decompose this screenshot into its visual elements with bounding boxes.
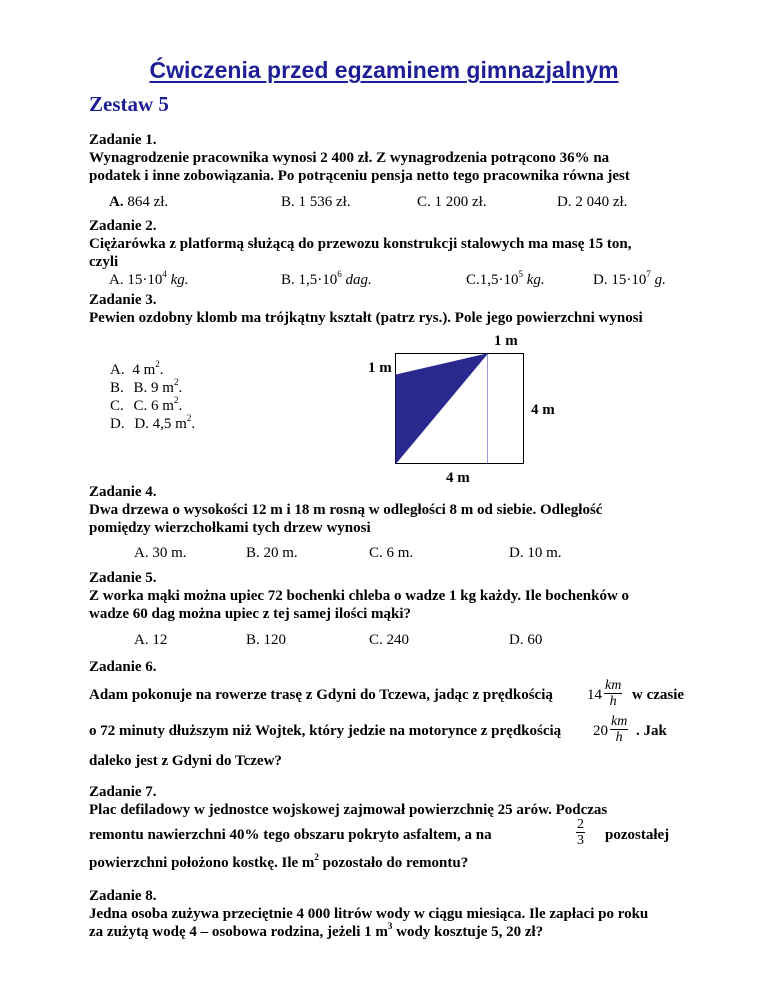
task6-unit1-num: km bbox=[605, 678, 622, 693]
task2-option-d bbox=[593, 269, 666, 289]
task3-diagram bbox=[395, 353, 525, 465]
task3-option-b-sup: 2 bbox=[173, 377, 179, 387]
task3-option-d-letter: D. bbox=[110, 416, 125, 432]
task6-unit2-den: h bbox=[615, 730, 623, 745]
diagram-triangle bbox=[396, 354, 487, 463]
task4-option-c: C. 6 m. bbox=[369, 545, 414, 561]
task4-option-d: D. 10 m. bbox=[509, 545, 562, 561]
set-title: Zestaw 5 bbox=[89, 92, 169, 116]
task1-text-line2: podatek i inne zobowiązania. Po potrąceniu pensja netto tego pracownika równa jest bbox=[89, 168, 630, 184]
task3-option-a-sup: 2 bbox=[155, 359, 160, 369]
task8-text-line2-end: wody kosztuje 5, 20 zł? bbox=[392, 924, 544, 940]
task6-text-line3: daleko jest z Gdyni do Tczew? bbox=[89, 753, 282, 769]
task2-option-a-base: A. 15·10 bbox=[109, 272, 163, 288]
task5-option-d: D. 60 bbox=[509, 632, 543, 648]
diagram-label-top: 1 m bbox=[494, 333, 518, 349]
task7-fraction-den: 3 bbox=[577, 833, 584, 848]
task5-header: Zadanie 5. bbox=[89, 570, 157, 586]
task6-speed2: 20 bbox=[593, 723, 608, 739]
task2-option-b-exp: 6 bbox=[337, 269, 342, 279]
task1-option-c: C. 1 200 zł. bbox=[417, 194, 487, 210]
task8-text-line2-exp: 3 bbox=[387, 921, 393, 931]
task5-option-a: A. 12 bbox=[134, 632, 168, 648]
task5-text-line2: wadze 60 dag można upiec z tej samej ilości mąki? bbox=[89, 606, 412, 622]
task7-fraction bbox=[576, 817, 585, 848]
task6-text-line2-end: . Jak bbox=[636, 723, 667, 739]
task2-option-b-base: B. 1,5·10 bbox=[281, 272, 338, 288]
diagram-label-right: 4 m bbox=[531, 402, 555, 418]
task2-option-b-unit: dag. bbox=[341, 272, 372, 288]
task7-text-line2-end: pozostałej bbox=[605, 827, 670, 843]
task2-header: Zadanie 2. bbox=[89, 218, 157, 234]
task4-text-line1: Dwa drzewa o wysokości 12 m i 18 m rosną w odległości 8 m od siebie. Odległość bbox=[89, 502, 603, 518]
task2-option-a bbox=[109, 269, 189, 289]
task1-option-d: D. 2 040 zł. bbox=[557, 194, 628, 210]
task2-option-d-unit: g. bbox=[650, 272, 666, 288]
task1-option-b: B. 1 536 zł. bbox=[281, 194, 351, 210]
task3-option-d bbox=[110, 413, 196, 433]
task3-option-a-text: 4 m bbox=[132, 362, 156, 378]
task8-text-line2 bbox=[89, 921, 544, 941]
task2-option-a-exp: 4 bbox=[162, 269, 167, 279]
task3-option-d-dot: . bbox=[191, 416, 196, 432]
task7-text-line2: remontu nawierzchni 40% tego obszaru pokryto asfaltem, a na bbox=[89, 827, 492, 843]
diagram-label-bottom: 4 m bbox=[446, 470, 470, 486]
task3-option-c-sup: 2 bbox=[173, 395, 179, 405]
task3-option-a bbox=[110, 359, 164, 379]
task1-option-a bbox=[109, 194, 168, 211]
task8-text-line1: Jedna osoba zużywa przeciętnie 4 000 litrów wody w ciągu miesiąca. Ile zapłaci po roku bbox=[89, 906, 649, 922]
task4-header: Zadanie 4. bbox=[89, 484, 157, 500]
task1-text-line1: Wynagrodzenie pracownika wynosi 2 400 zł. Z wynagrodzenia potrącono 36% na bbox=[89, 150, 610, 166]
task6-text-line1: Adam pokonuje na rowerze trasę z Gdyni do Tczewa, jadąc z prędkością bbox=[89, 687, 553, 703]
task2-option-c-unit: kg. bbox=[523, 272, 545, 288]
task7-text-line3-end: pozostało do remontu? bbox=[318, 855, 469, 871]
task8-text-line2-start: za zużytą wodę 4 – osobowa rodzina, jeżeli 1 m bbox=[89, 924, 388, 940]
task3-option-b bbox=[110, 377, 183, 397]
task4-text-line2: pomiędzy wierzchołkami tych drzew wynosi bbox=[89, 520, 371, 536]
task5-option-b: B. 120 bbox=[246, 632, 287, 648]
task5-text-line1: Z worka mąki można upiec 72 bochenki chleba o wadze 1 kg każdy. Ile bochenków o bbox=[89, 588, 630, 604]
page-title: Ćwiczenia przed egzaminem gimnazjalnym bbox=[149, 57, 619, 83]
task2-option-c bbox=[466, 269, 545, 289]
task6-unit2-num: km bbox=[611, 714, 628, 729]
task6-header: Zadanie 6. bbox=[89, 659, 157, 675]
task4-option-a: A. 30 m. bbox=[134, 545, 187, 561]
task2-option-c-base: C.1,5·10 bbox=[466, 272, 519, 288]
task2-option-a-unit: kg. bbox=[166, 272, 189, 288]
task5-option-c: C. 240 bbox=[369, 632, 410, 648]
task3-option-c-dot: . bbox=[178, 398, 183, 414]
task3-option-b-letter: B. bbox=[110, 380, 124, 396]
task2-option-d-exp: 7 bbox=[646, 269, 651, 279]
task3-option-a-dot: . bbox=[159, 362, 164, 378]
task7-text-line1: Plac defiladowy w jednostce wojskowej zajmował powierzchnię 25 arów. Podczas bbox=[89, 802, 608, 818]
task7-header: Zadanie 7. bbox=[89, 784, 157, 800]
task8-header: Zadanie 8. bbox=[89, 888, 157, 904]
task3-option-d-sup: 2 bbox=[186, 413, 192, 423]
task7-text-line3 bbox=[89, 852, 469, 872]
task2-text-line2: czyli bbox=[89, 254, 119, 270]
task6-unit1-den: h bbox=[609, 694, 617, 709]
task1-option-a-text: 864 zł. bbox=[127, 194, 169, 210]
task7-text-line3-exp: 2 bbox=[314, 852, 319, 862]
task3-option-c-text: C. 6 m bbox=[133, 398, 174, 414]
task6-unit-frac2 bbox=[610, 714, 628, 745]
task4-option-b: B. 20 m. bbox=[246, 545, 298, 561]
task1-option-a-letter: A. bbox=[109, 194, 124, 210]
task6-text-line2: o 72 minuty dłuższym niż Wojtek, który jedzie na motorynce z prędkością bbox=[89, 723, 562, 739]
task3-option-c bbox=[110, 395, 183, 415]
task7-fraction-num: 2 bbox=[577, 817, 584, 832]
task7-text-line3-start: powierzchni położono kostkę. Ile m bbox=[89, 855, 315, 871]
task1-header: Zadanie 1. bbox=[89, 132, 157, 148]
task2-text-line1: Ciężarówka z platformą służącą do przewozu konstrukcji stalowych ma masę 15 ton, bbox=[89, 236, 632, 252]
task2-option-d-base: D. 15·10 bbox=[593, 272, 647, 288]
task3-header: Zadanie 3. bbox=[89, 292, 157, 308]
task6-speed1: 14 bbox=[587, 687, 602, 703]
task3-option-d-text: D. 4,5 m bbox=[134, 416, 187, 432]
task3-option-b-text: B. 9 m bbox=[133, 380, 174, 396]
diagram-label-left: 1 m bbox=[368, 360, 392, 376]
task2-option-b bbox=[281, 269, 372, 289]
task3-text-line1: Pewien ozdobny klomb ma trójkątny kształt (patrz rys.). Pole jego powierzchni wynosi bbox=[89, 310, 643, 326]
task3-option-a-letter: A. bbox=[110, 362, 125, 378]
task3-option-c-letter: C. bbox=[110, 398, 124, 414]
task6-text-line1-end: w czasie bbox=[632, 687, 685, 703]
task2-option-c-exp: 5 bbox=[518, 269, 523, 279]
task6-unit-frac1 bbox=[604, 678, 622, 709]
task3-option-b-dot: . bbox=[178, 380, 183, 396]
